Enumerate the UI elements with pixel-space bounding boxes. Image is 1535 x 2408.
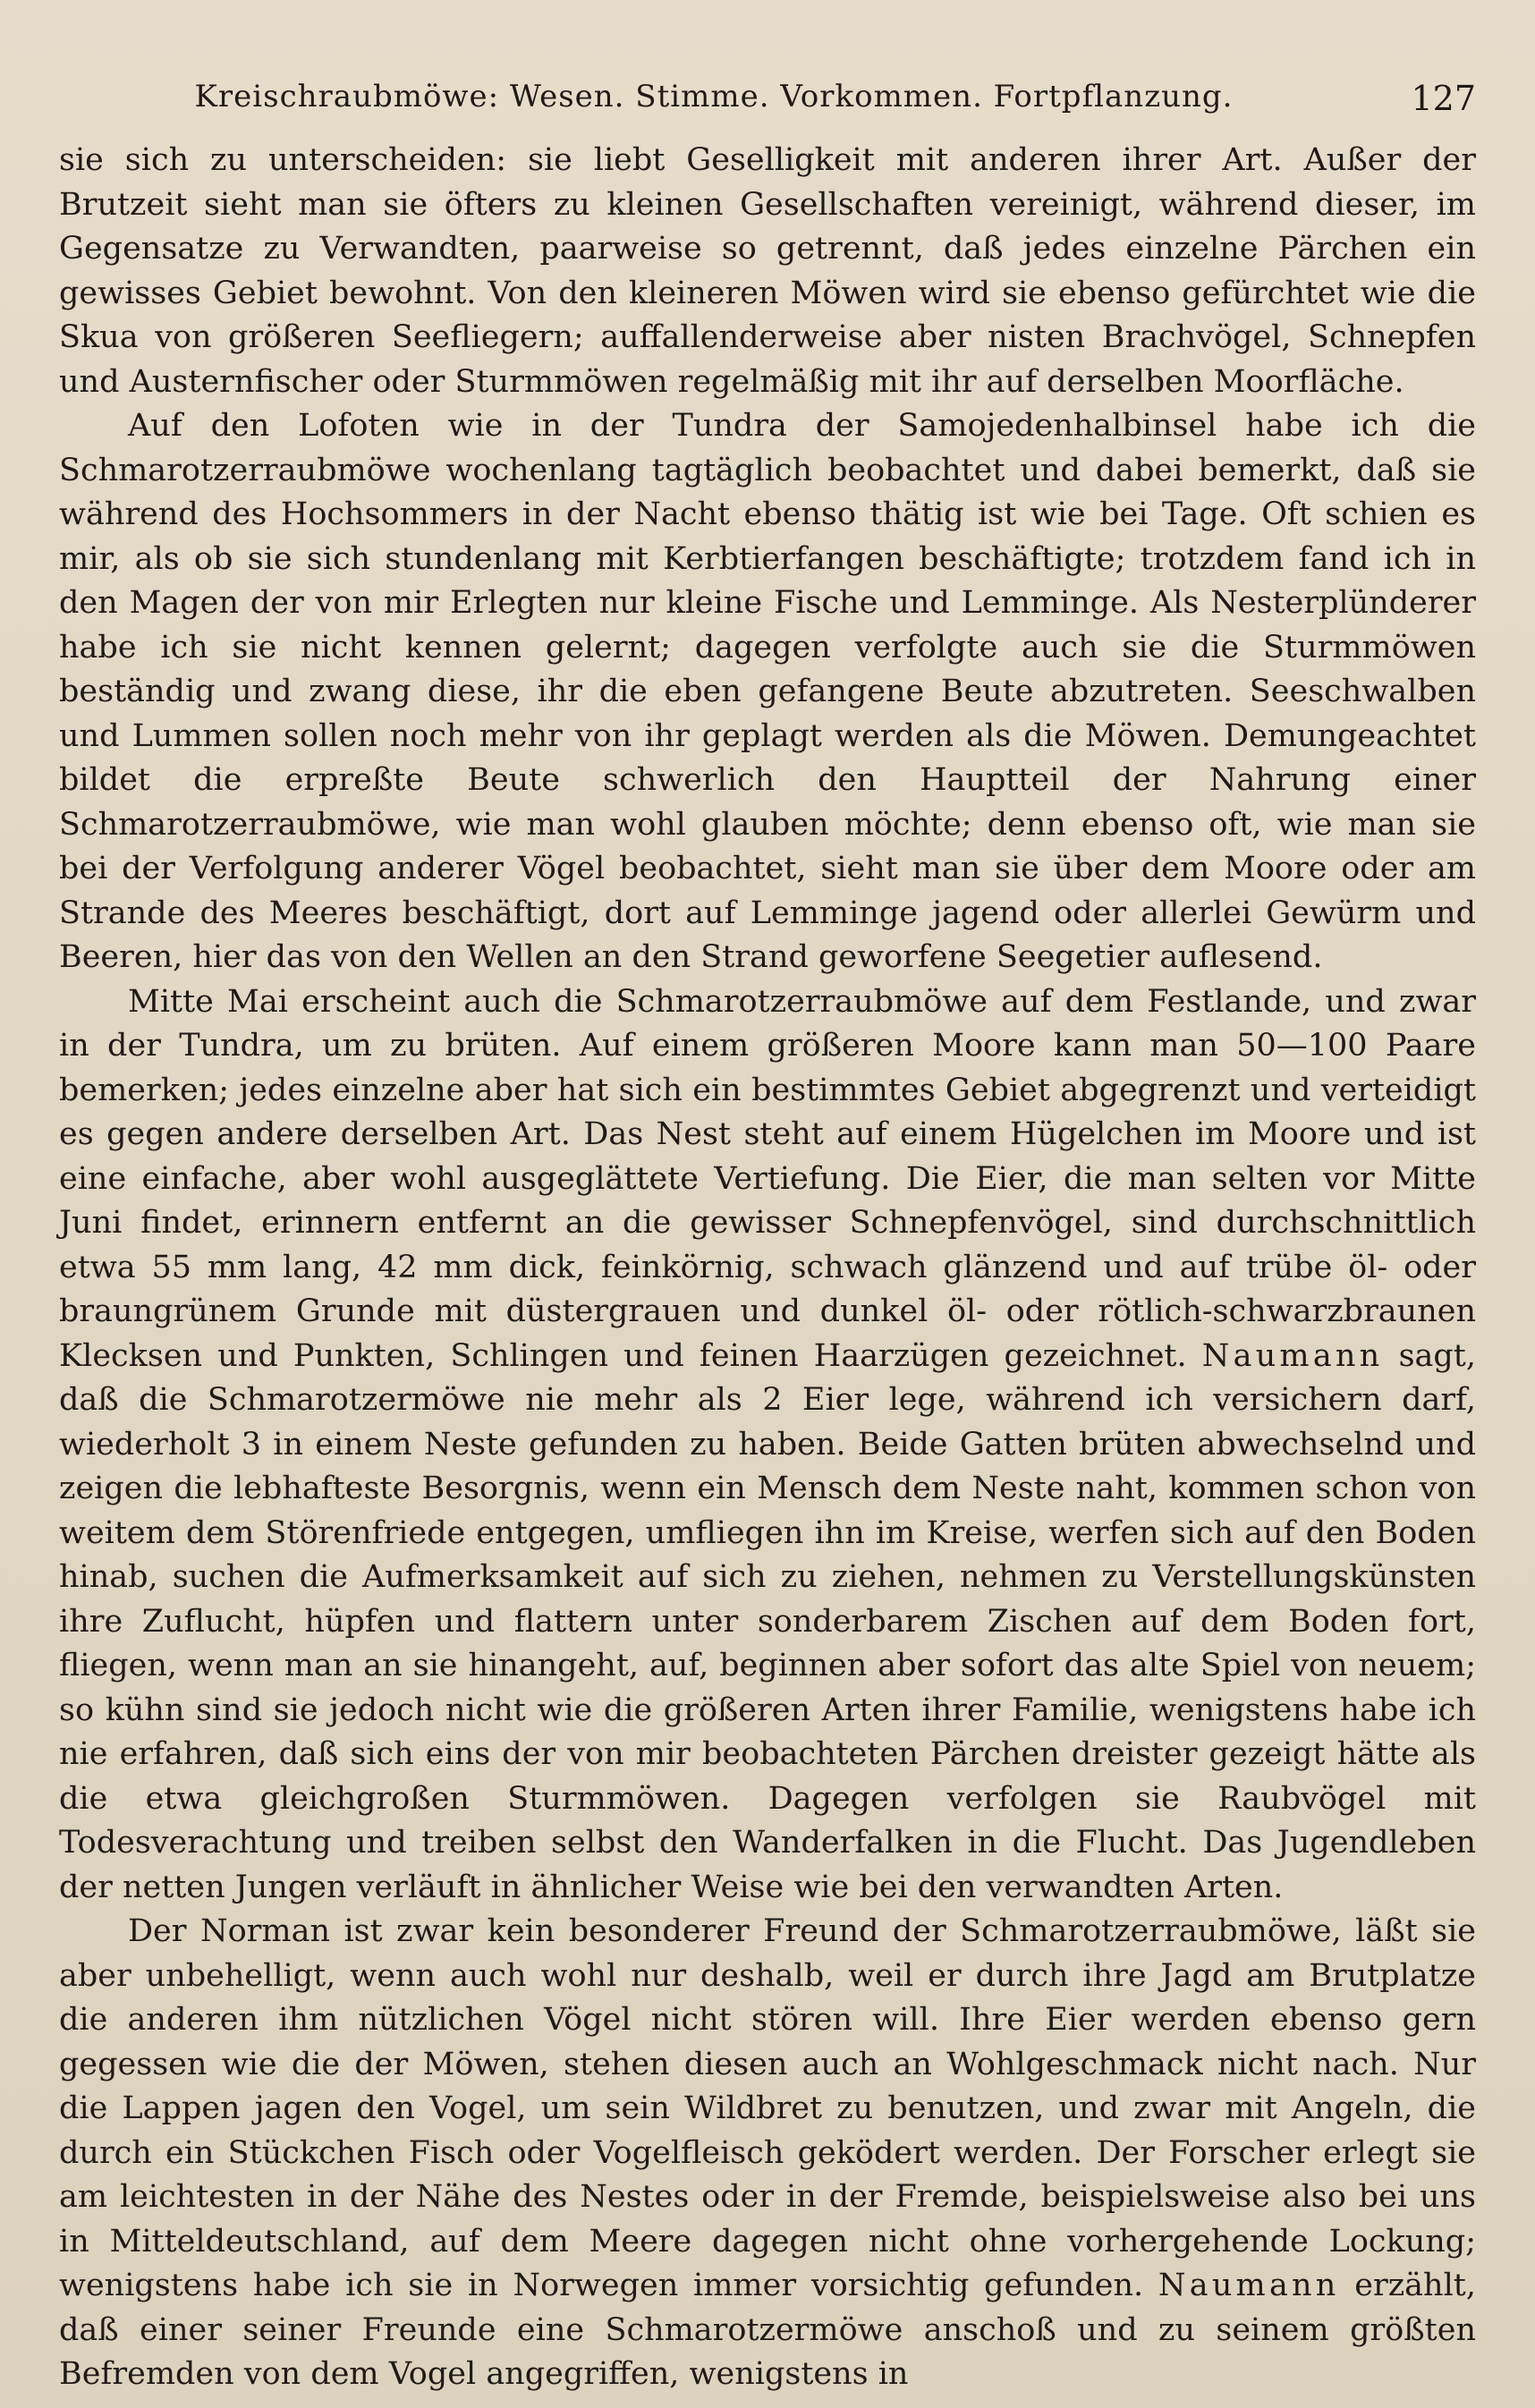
paragraph-3-continuation: sagt, daß die Schmarotzermöwe nie mehr als 2 Eier lege, während ich versichern darf, wiederholt 3 in einem Neste gefunden zu haben. Beide Gatten brüten abwechselnd und zeigen die lebhafteste Besorgnis, wenn ein Mensch dem Neste naht, kommen schon von weitem dem Störenfriede entgegen, umfliegen ihn im Kreise, werfen sich auf den Boden hinab, suchen die Aufmerksamkeit auf sich zu ziehen, nehmen zu Verstellungskünsten ihre Zuflucht, hüpfen und flattern unter sonderbarem Zischen auf dem Boden fort, fliegen, wenn man an sie hinangeht, auf, beginnen aber sofort das alte Spiel von neuem; so kühn sind sie jedoch nicht wie die größeren Arten ihrer Familie, wenigstens habe ich nie erfahren, daß sich eins der von mir beobachteten Pärchen dreister gezeigt hätte als die etwa gleichgroßen Sturmmöwen. Dagegen verfolgen sie Raubvögel mit Todesverachtung und treiben selbst den Wanderfalken in die Flucht. Das Jugendleben der netten Jungen verläuft in ähnlicher Weise wie bei den verwandten Arten. — [59, 1337, 1476, 1905]
paragraph-2: Auf den Lofoten wie in der Tundra der Samojedenhalbinsel habe ich die Schmarotzerraubmöwe wochenlang tagtäglich beobachtet und dabei bemerkt, daß sie während des Hochsommers in der Nacht ebenso thätig ist wie bei Tage. Oft schien es mir, als ob sie sich stundenlang mit Kerbtierfangen beschäftigte; trotzdem fand ich in den Magen der von mir Erlegten nur kleine Fische und Lemminge. Als Nesterplünderer habe ich sie nicht kennen gelernt; dagegen verfolgte auch sie die Sturmmöwen beständig und zwang diese, ihr die eben gefangene Beute abzutreten. Seeschwalben und Lummen sollen noch mehr von ihr geplagt werden als die Möwen. Demungeachtet bildet die erpreßte Beute schwerlich den Hauptteil der Nahrung einer Schmarotzerraubmöwe, wie man wohl glauben möchte; denn ebenso oft, wie man sie bei der Verfolgung anderer Vögel beobachtet, sieht man sie über dem Moore oder am Strande des Meeres beschäftigt, dort auf Lemminge jagend oder allerlei Gewürm und Beeren, hier das von den Wellen an den Strand geworfene Seegetier auflesend. — [59, 408, 1476, 975]
paragraph-3 — [59, 980, 1476, 1911]
paragraph-4-text: Der Norman ist zwar kein besonderer Freund der Schmarotzerraubmöwe, läßt sie aber unbehelligt, wenn auch wohl nur deshalb, weil er durch ihre Jagd am Brutplatze die anderen ihm nützlichen Vögel nicht stören will. Ihre Eier werden ebenso gern gegessen wie die der Möwen, stehen diesen auch an Wohlgeschmack nicht nach. Nur die Lappen jagen den Vogel, um sein Wildbret zu benutzen, und zwar mit Angeln, die durch ein Stückchen Fisch oder Vogelfleisch geködert werden. Der Forscher erlegt sie am leichtesten in der Nähe des Nestes oder in der Fremde, beispielsweise also bei uns in Mitteldeutschland, auf dem Meere dagegen nicht ohne vorhergehende Lockung; wenigstens habe ich sie in Norwegen immer vorsichtig gefunden. — [59, 1913, 1476, 2303]
author-name-naumann: Naumann — [1201, 1337, 1384, 1374]
body-text — [59, 139, 1476, 2392]
author-name-naumann-2: Naumann — [1158, 2268, 1340, 2303]
paragraph-4 — [59, 1910, 1476, 2397]
paragraph-4-continuation: erzählt, daß einer seiner Freunde eine Schmarotzermöwe anschoß und zu seinem größten Befremden von dem Vogel angegriffen, wenigstens in — [59, 2268, 1476, 2392]
page-header — [59, 79, 1476, 132]
page-number: 127 — [1411, 79, 1476, 118]
paragraph-3-text: Mitte Mai erscheint auch die Schmarotzerraubmöwe auf dem Festlande, und zwar in der Tundra, um zu brüten. Auf einem größeren Moore kann man 50—100 Paare bemerken; jedes einzelne aber hat sich ein bestimmtes Gebiet abgegrenzt und verteidigt es gegen andere derselben Art. Das Nest steht auf einem Hügelchen im Moore und ist eine einfache, aber wohl ausgeglättete Vertiefung. Die Eier, die man selten vor Mitte Juni findet, erinnern entfernt an die gewisser Schnepfenvögel, sind durchschnittlich etwa 55 mm lang, 42 mm dick, feinkörnig, schwach glänzend und auf trübe öl- oder braungrünem Grunde mit düstergrauen und dunkel öl- oder rötlich-schwarzbraunen Klecksen und Punkten, Schlingen und feinen Haarzügen gezeichnet. — [59, 983, 1476, 1374]
running-head: Kreischraubmöwe: Wesen. Stimme. Vorkommen. Fortpflanzung. — [194, 79, 1234, 114]
paragraph-1: sie sich zu unterscheiden: sie liebt Geselligkeit mit anderen ihrer Art. Außer der Brutzeit sieht man sie öfters zu kleinen Gesellschaften vereinigt, während dieser, im Gegensatze zu Verwandten, paarweise so getrennt, daß jedes einzelne Pärchen ein gewisses Gebiet bewohnt. Von den kleineren Möwen wird sie ebenso gefürchtet wie die Skua von größeren Seefliegern; auffallenderweise aber nisten Brachvögel, Schnepfen und Austernfischer oder Sturmmöwen regelmäßig mit ihr auf derselben Moorfläche. — [59, 142, 1476, 400]
